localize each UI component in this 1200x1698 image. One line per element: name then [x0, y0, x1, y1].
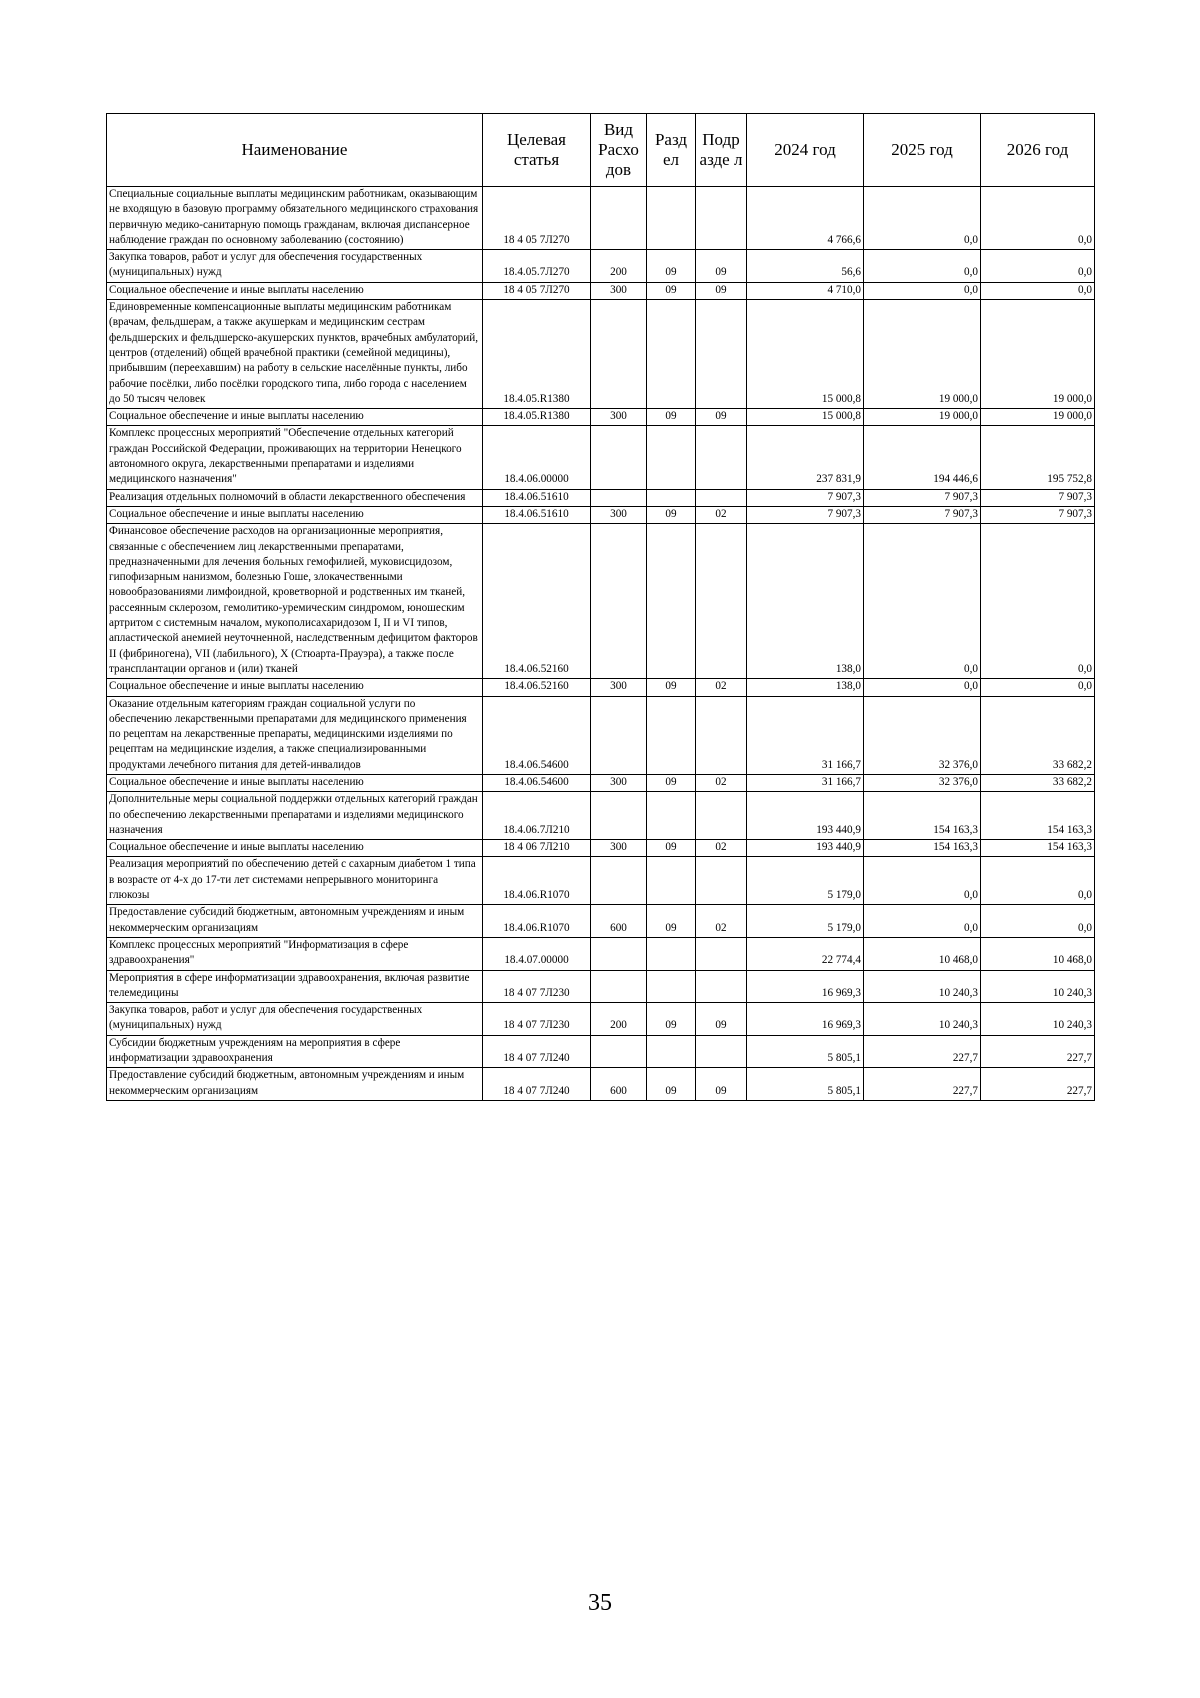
subsection-cell — [696, 187, 747, 250]
amount-2026-cell: 195 752,8 — [981, 426, 1095, 489]
section-cell — [647, 187, 696, 250]
expense-type-cell — [591, 857, 647, 905]
section-cell: 09 — [647, 1068, 696, 1101]
target-code-cell: 18.4.06.54600 — [483, 774, 591, 791]
amount-2025-cell: 32 376,0 — [864, 696, 981, 774]
expense-type-cell — [591, 300, 647, 409]
target-code-cell: 18 4 06 7Л210 — [483, 840, 591, 857]
expense-type-cell: 300 — [591, 282, 647, 299]
subsection-cell: 09 — [696, 250, 747, 283]
amount-2025-cell: 7 907,3 — [864, 489, 981, 506]
amount-2025-cell: 19 000,0 — [864, 300, 981, 409]
target-code-cell: 18.4.06.R1070 — [483, 905, 591, 938]
subsection-cell: 09 — [696, 1068, 747, 1101]
target-code-cell: 18.4.06.52160 — [483, 679, 591, 696]
expense-type-cell: 300 — [591, 840, 647, 857]
table-row — [107, 282, 1095, 299]
table-row — [107, 696, 1095, 774]
subsection-cell: 09 — [696, 409, 747, 426]
amount-2024-cell: 31 166,7 — [747, 774, 864, 791]
amount-2026-cell: 0,0 — [981, 282, 1095, 299]
name-cell: Единовременные компенсационные выплаты медицинским работникам (врачам, фельдшерам, а также акушеркам и медицинским сестрам фельдшерских и фельдшерско-акушерских пунктов, врачебных амбулаторий, центров (отделений) общей врачебной практики (семейной медицины), прибывшим (переехавшим) на работу в сельские населённые пункты, либо рабочие посёлки, либо посёлки городского типа, либо города с населением до 50 тысяч человек — [107, 300, 483, 409]
section-cell: 09 — [647, 282, 696, 299]
section-cell — [647, 1035, 696, 1068]
amount-2024-cell: 237 831,9 — [747, 426, 864, 489]
amount-2025-cell: 10 468,0 — [864, 937, 981, 970]
section-cell — [647, 300, 696, 409]
amount-2026-cell: 154 163,3 — [981, 792, 1095, 840]
target-code-cell: 18 4 07 7Л230 — [483, 1003, 591, 1036]
name-cell: Закупка товаров, работ и услуг для обеспечения государственных (муниципальных) нужд — [107, 250, 483, 283]
target-code-cell: 18.4.06.52160 — [483, 524, 591, 679]
amount-2025-cell: 0,0 — [864, 187, 981, 250]
column-header-section: Разд ел — [647, 114, 696, 187]
expense-type-cell: 300 — [591, 679, 647, 696]
section-cell: 09 — [647, 679, 696, 696]
amount-2025-cell: 10 240,3 — [864, 970, 981, 1003]
section-cell: 09 — [647, 840, 696, 857]
amount-2026-cell: 10 240,3 — [981, 1003, 1095, 1036]
target-code-cell: 18 4 07 7Л240 — [483, 1068, 591, 1101]
amount-2024-cell: 138,0 — [747, 679, 864, 696]
subsection-cell — [696, 696, 747, 774]
amount-2025-cell: 0,0 — [864, 282, 981, 299]
expense-type-cell: 300 — [591, 774, 647, 791]
amount-2026-cell: 7 907,3 — [981, 506, 1095, 523]
subsection-cell: 09 — [696, 1003, 747, 1036]
amount-2026-cell: 10 240,3 — [981, 970, 1095, 1003]
section-cell — [647, 857, 696, 905]
subsection-cell: 02 — [696, 679, 747, 696]
amount-2024-cell: 4 766,6 — [747, 187, 864, 250]
amount-2026-cell: 0,0 — [981, 187, 1095, 250]
table-row — [107, 1035, 1095, 1068]
section-cell: 09 — [647, 409, 696, 426]
amount-2025-cell: 0,0 — [864, 524, 981, 679]
target-code-cell: 18.4.06.R1070 — [483, 857, 591, 905]
amount-2025-cell: 227,7 — [864, 1068, 981, 1101]
table-row — [107, 300, 1095, 409]
name-cell: Реализация мероприятий по обеспечению детей с сахарным диабетом 1 типа в возрасте от 4-х до 17-ти лет системами непрерывного мониторинга глюкозы — [107, 857, 483, 905]
name-cell: Закупка товаров, работ и услуг для обеспечения государственных (муниципальных) нужд — [107, 1003, 483, 1036]
amount-2025-cell: 10 240,3 — [864, 1003, 981, 1036]
expense-type-cell — [591, 792, 647, 840]
table-row — [107, 426, 1095, 489]
table-row — [107, 840, 1095, 857]
amount-2026-cell: 10 468,0 — [981, 937, 1095, 970]
target-code-cell: 18.4.06.7Л210 — [483, 792, 591, 840]
subsection-cell: 02 — [696, 506, 747, 523]
amount-2024-cell: 4 710,0 — [747, 282, 864, 299]
name-cell: Комплекс процессных мероприятий "Информатизация в сфере здравоохранения" — [107, 937, 483, 970]
name-cell: Дополнительные меры социальной поддержки отдельных категорий граждан по обеспечению лекарственными препаратами и изделиями медицинского назначения — [107, 792, 483, 840]
table-row — [107, 792, 1095, 840]
expense-type-cell: 200 — [591, 250, 647, 283]
amount-2026-cell: 33 682,2 — [981, 696, 1095, 774]
subsection-cell — [696, 524, 747, 679]
target-code-cell: 18 4 07 7Л240 — [483, 1035, 591, 1068]
amount-2025-cell: 7 907,3 — [864, 506, 981, 523]
subsection-cell: 02 — [696, 905, 747, 938]
amount-2024-cell: 56,6 — [747, 250, 864, 283]
amount-2024-cell: 193 440,9 — [747, 840, 864, 857]
section-cell — [647, 426, 696, 489]
name-cell: Реализация отдельных полномочий в области лекарственного обеспечения — [107, 489, 483, 506]
section-cell — [647, 792, 696, 840]
amount-2024-cell: 16 969,3 — [747, 1003, 864, 1036]
amount-2026-cell: 19 000,0 — [981, 409, 1095, 426]
amount-2026-cell: 227,7 — [981, 1068, 1095, 1101]
subsection-cell: 02 — [696, 840, 747, 857]
name-cell: Социальное обеспечение и иные выплаты населению — [107, 774, 483, 791]
subsection-cell — [696, 970, 747, 1003]
amount-2024-cell: 31 166,7 — [747, 696, 864, 774]
table-row — [107, 506, 1095, 523]
amount-2025-cell: 194 446,6 — [864, 426, 981, 489]
expense-type-cell — [591, 524, 647, 679]
table-row — [107, 1068, 1095, 1101]
section-cell: 09 — [647, 905, 696, 938]
table-row — [107, 774, 1095, 791]
expense-type-cell: 300 — [591, 409, 647, 426]
amount-2024-cell: 5 179,0 — [747, 857, 864, 905]
target-code-cell: 18.4.05.R1380 — [483, 300, 591, 409]
table-row — [107, 187, 1095, 250]
expense-type-cell: 200 — [591, 1003, 647, 1036]
amount-2026-cell: 0,0 — [981, 524, 1095, 679]
table-row — [107, 489, 1095, 506]
amount-2025-cell: 0,0 — [864, 250, 981, 283]
name-cell: Оказание отдельным категориям граждан социальной услуги по обеспечению лекарственными препаратами для медицинского применения по рецептам на лекарственные препараты, медицинскими изделиями по рецептам на медицинские изделия, а также специализированными продуктами лечебного питания для детей-инвалидов — [107, 696, 483, 774]
amount-2024-cell: 15 000,8 — [747, 300, 864, 409]
expense-type-cell — [591, 1035, 647, 1068]
amount-2026-cell: 19 000,0 — [981, 300, 1095, 409]
expense-type-cell — [591, 187, 647, 250]
subsection-cell: 09 — [696, 282, 747, 299]
subsection-cell — [696, 426, 747, 489]
column-header-2026: 2026 год — [981, 114, 1095, 187]
name-cell: Социальное обеспечение и иные выплаты населению — [107, 840, 483, 857]
amount-2026-cell: 0,0 — [981, 250, 1095, 283]
section-cell — [647, 937, 696, 970]
column-header-name: Наименование — [107, 114, 483, 187]
expense-type-cell — [591, 489, 647, 506]
expense-type-cell — [591, 696, 647, 774]
section-cell — [647, 696, 696, 774]
target-code-cell: 18 4 05 7Л270 — [483, 282, 591, 299]
section-cell: 09 — [647, 250, 696, 283]
name-cell: Социальное обеспечение и иные выплаты населению — [107, 282, 483, 299]
name-cell: Финансовое обеспечение расходов на организационные мероприятия, связанные с обеспечением лиц лекарственными препаратами, предназначенными для лечения больных гемофилией, муковисцидозом, гипофизарным нанизмом, болезнью Гоше, злокачественными новообразованиями лимфоидной, кроветворной и родственных им тканей, рассеянным склерозом, гемолитико-уремическим синдромом, юношеским артритом с системным началом, мукополисахаридозом I, II и VI типов, апластической анемией неуточненной, наследственным дефицитом факторов II (фибриногена), VII (лабильного), X (Стюарта-Прауэра), а также после трансплантации органов и (или) тканей — [107, 524, 483, 679]
target-code-cell: 18.4.06.51610 — [483, 489, 591, 506]
amount-2025-cell: 0,0 — [864, 905, 981, 938]
section-cell: 09 — [647, 506, 696, 523]
section-cell — [647, 970, 696, 1003]
name-cell: Специальные социальные выплаты медицинским работникам, оказывающим не входящую в базовую программу обязательного медицинского страхования первичную медико-санитарную помощь гражданам, включая диспансерное наблюдение граждан по основному заболеванию (состоянию) — [107, 187, 483, 250]
amount-2024-cell: 193 440,9 — [747, 792, 864, 840]
amount-2026-cell: 33 682,2 — [981, 774, 1095, 791]
target-code-cell: 18.4.06.51610 — [483, 506, 591, 523]
amount-2026-cell: 7 907,3 — [981, 489, 1095, 506]
target-code-cell: 18.4.06.54600 — [483, 696, 591, 774]
name-cell: Предоставление субсидий бюджетным, автономным учреждениям и иным некоммерческим организациям — [107, 1068, 483, 1101]
table-row — [107, 250, 1095, 283]
target-code-cell: 18.4.06.00000 — [483, 426, 591, 489]
name-cell: Комплекс процессных мероприятий "Обеспечение отдельных категорий граждан Российской Федерации, проживающих на территории Ненецкого автономного округа, лекарственными препаратами и изделиями медицинского назначения" — [107, 426, 483, 489]
amount-2025-cell: 0,0 — [864, 857, 981, 905]
amount-2024-cell: 15 000,8 — [747, 409, 864, 426]
expense-type-cell — [591, 970, 647, 1003]
amount-2024-cell: 138,0 — [747, 524, 864, 679]
subsection-cell — [696, 1035, 747, 1068]
section-cell — [647, 524, 696, 679]
column-header-2025: 2025 год — [864, 114, 981, 187]
amount-2025-cell: 227,7 — [864, 1035, 981, 1068]
amount-2024-cell: 5 805,1 — [747, 1068, 864, 1101]
table-header-row — [107, 114, 1095, 187]
amount-2026-cell: 0,0 — [981, 905, 1095, 938]
table-row — [107, 970, 1095, 1003]
section-cell: 09 — [647, 1003, 696, 1036]
table-row — [107, 937, 1095, 970]
amount-2025-cell: 19 000,0 — [864, 409, 981, 426]
subsection-cell: 02 — [696, 774, 747, 791]
amount-2024-cell: 5 179,0 — [747, 905, 864, 938]
column-header-target: Целевая статья — [483, 114, 591, 187]
target-code-cell: 18.4.05.7Л270 — [483, 250, 591, 283]
amount-2026-cell: 154 163,3 — [981, 840, 1095, 857]
subsection-cell — [696, 300, 747, 409]
amount-2024-cell: 7 907,3 — [747, 489, 864, 506]
table-row — [107, 524, 1095, 679]
name-cell: Социальное обеспечение и иные выплаты населению — [107, 506, 483, 523]
name-cell: Субсидии бюджетным учреждениям на мероприятия в сфере информатизации здравоохранения — [107, 1035, 483, 1068]
name-cell: Предоставление субсидий бюджетным, автономным учреждениям и иным некоммерческим организациям — [107, 905, 483, 938]
amount-2026-cell: 0,0 — [981, 857, 1095, 905]
amount-2024-cell: 16 969,3 — [747, 970, 864, 1003]
table-row — [107, 409, 1095, 426]
budget-table — [106, 113, 1095, 1101]
table-row — [107, 857, 1095, 905]
target-code-cell: 18.4.07.00000 — [483, 937, 591, 970]
amount-2025-cell: 32 376,0 — [864, 774, 981, 791]
amount-2026-cell: 227,7 — [981, 1035, 1095, 1068]
table-body — [107, 187, 1095, 1101]
subsection-cell — [696, 937, 747, 970]
name-cell: Мероприятия в сфере информатизации здравоохранения, включая развитие телемедицины — [107, 970, 483, 1003]
table-row — [107, 1003, 1095, 1036]
table-row — [107, 679, 1095, 696]
amount-2026-cell: 0,0 — [981, 679, 1095, 696]
expense-type-cell — [591, 937, 647, 970]
amount-2025-cell: 0,0 — [864, 679, 981, 696]
subsection-cell — [696, 792, 747, 840]
name-cell: Социальное обеспечение и иные выплаты населению — [107, 679, 483, 696]
target-code-cell: 18.4.05.R1380 — [483, 409, 591, 426]
expense-type-cell: 600 — [591, 905, 647, 938]
expense-type-cell: 300 — [591, 506, 647, 523]
amount-2025-cell: 154 163,3 — [864, 840, 981, 857]
amount-2025-cell: 154 163,3 — [864, 792, 981, 840]
column-header-expense-type: Вид Расхо дов — [591, 114, 647, 187]
target-code-cell: 18 4 07 7Л230 — [483, 970, 591, 1003]
amount-2024-cell: 5 805,1 — [747, 1035, 864, 1068]
subsection-cell — [696, 857, 747, 905]
amount-2024-cell: 7 907,3 — [747, 506, 864, 523]
expense-type-cell — [591, 426, 647, 489]
expense-type-cell: 600 — [591, 1068, 647, 1101]
section-cell: 09 — [647, 774, 696, 791]
page-number: 35 — [588, 1590, 612, 1616]
amount-2024-cell: 22 774,4 — [747, 937, 864, 970]
column-header-2024: 2024 год — [747, 114, 864, 187]
target-code-cell: 18 4 05 7Л270 — [483, 187, 591, 250]
column-header-subsection: Подр азде л — [696, 114, 747, 187]
name-cell: Социальное обеспечение и иные выплаты населению — [107, 409, 483, 426]
subsection-cell — [696, 489, 747, 506]
table-row — [107, 905, 1095, 938]
section-cell — [647, 489, 696, 506]
